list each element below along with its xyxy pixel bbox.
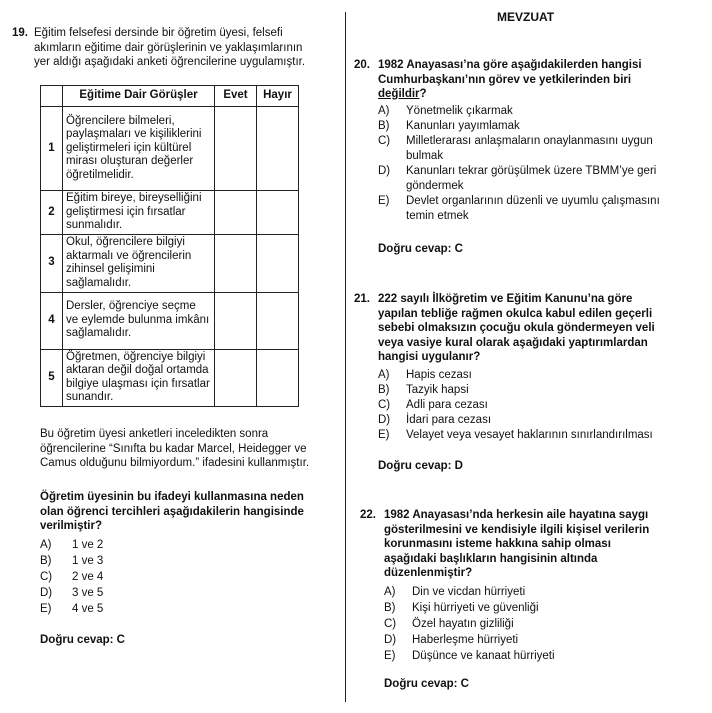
no-cell	[257, 349, 299, 406]
option-text: Din ve vicdan hürriyeti	[412, 586, 526, 598]
q21-question-line: hangisi uygulanır?	[378, 351, 481, 363]
q22-question	[384, 508, 649, 581]
q21-option-b[interactable]	[378, 383, 653, 398]
option-text: Haberleşme hürriyeti	[412, 634, 519, 646]
row-text: Okul, öğrencilere bilgiyi aktarmalı ve öğrencilerin zihinsel gelişimini sağlamalıdır.	[63, 234, 215, 292]
row-number: 4	[41, 292, 63, 349]
option-letter: C)	[384, 618, 397, 630]
option-text: Kişi hürriyeti ve güvenliği	[412, 602, 539, 614]
q21-number: 21.	[354, 293, 370, 305]
option-text: Özel hayatın gizliliği	[412, 618, 514, 630]
q22-option-b[interactable]	[384, 601, 555, 617]
option-letter: E)	[378, 195, 390, 207]
column-divider	[345, 12, 346, 702]
option-letter: D)	[384, 634, 397, 646]
q20-answer: Doğru cevap: C	[378, 243, 463, 255]
q19-after-line: Bu öğretim üyesi anketleri inceledikten sonra	[40, 428, 269, 440]
table-row	[41, 349, 299, 406]
q22-option-a[interactable]	[384, 585, 555, 601]
survey-table	[40, 85, 299, 407]
header-yes: Evet	[215, 86, 257, 107]
q21-question-line: 222 sayılı İlköğretim ve Eğitim Kanunu’na göre	[378, 293, 633, 305]
option-text-cont: temin etmek	[406, 209, 469, 222]
q20-question-line: 1982 Anayasası’na göre aşağıdakilerden hangisi	[378, 59, 642, 71]
q22-question-line: gösterilmesini ve kendisiyle ilgili kişisel verilerin	[384, 523, 650, 536]
table-row	[41, 107, 299, 191]
q20-option-c[interactable]	[378, 134, 660, 164]
option-letter: D)	[378, 414, 391, 426]
q20-underlined-word: değildir	[378, 88, 420, 100]
q21-answer: Doğru cevap: D	[378, 460, 463, 472]
header-no: Hayır	[257, 86, 299, 107]
option-text-cont: göndermek	[406, 179, 464, 192]
q19-question	[40, 490, 304, 534]
q21-question-line: veya vasiye kural olarak aşağıdaki yaptırımlardan	[378, 336, 648, 349]
q19-question-line: verilmiştir?	[40, 520, 102, 532]
q20-question-mark: ?	[419, 88, 427, 100]
q22-option-e[interactable]	[384, 649, 555, 665]
option-text: Yönetmelik çıkarmak	[406, 105, 513, 117]
q20-option-b[interactable]	[378, 119, 660, 134]
q19-intro	[34, 26, 305, 70]
option-letter: B)	[384, 602, 396, 614]
q19-option-d[interactable]	[40, 586, 103, 601]
q20-number: 20.	[354, 59, 370, 71]
yes-cell	[215, 107, 257, 191]
option-letter: E)	[384, 650, 396, 662]
option-text: 2 ve 4	[72, 571, 104, 583]
table-row	[41, 292, 299, 349]
row-number: 1	[41, 107, 63, 191]
no-cell	[257, 234, 299, 292]
q22-options	[384, 585, 555, 665]
q22-option-d[interactable]	[384, 633, 555, 649]
q22-question-line: korunmasını isteme hakkına sahip olması	[384, 538, 611, 550]
q19-option-c[interactable]	[40, 570, 103, 585]
q19-intro-line: Eğitim felsefesi dersinde bir öğretim üyesi, felsefi	[34, 27, 283, 39]
q19-option-a[interactable]	[40, 538, 103, 553]
q21-option-d[interactable]	[378, 413, 653, 428]
q20-option-a[interactable]	[378, 104, 660, 119]
option-text: 1 ve 3	[72, 555, 104, 567]
q22-option-c[interactable]	[384, 617, 555, 633]
table-row	[41, 191, 299, 235]
row-text: Öğretmen, öğrenciye bilgiyi aktaran değil doğal ortamda bilgiye ulaşması için fırsatlar sunandır.	[63, 349, 215, 406]
row-number: 5	[41, 349, 63, 406]
q22-question-line: aşağıdaki başlıkların hangisinin altında	[384, 552, 598, 565]
option-letter: B)	[378, 120, 390, 132]
row-text: Öğrencilere bilmeleri, paylaşmaları ve kişiliklerini geliştirmeleri için kültürel mirası oluşturan değerler öğretilmelidir.	[63, 107, 215, 191]
option-text-cont: bulmak	[406, 149, 444, 162]
option-letter: A)	[40, 539, 52, 551]
yes-cell	[215, 191, 257, 235]
row-text: Dersler, öğrenciye seçme ve eylemde bulunma imkânı sağlamalıdır.	[63, 292, 215, 349]
option-text: Adli para cezası	[406, 399, 488, 411]
row-text: Eğitim bireye, bireyselliğini geliştirmesi için fırsatlar sunmalıdır.	[63, 191, 215, 235]
option-letter: E)	[378, 429, 390, 441]
header-views: Eğitime Dair Görüşler	[63, 86, 215, 107]
q20-question-line: Cumhurbaşkanı’nın görev ve yetkilerinden biri	[378, 73, 632, 86]
yes-cell	[215, 234, 257, 292]
q21-question-line: yapılan tebliğe rağmen okulca kabul edilen geçerli	[378, 307, 653, 320]
option-letter: A)	[378, 369, 390, 381]
q22-question-line: 1982 Anayasası’nda herkesin aile hayatına saygı	[384, 509, 649, 521]
option-text: Kanunları yayımlamak	[406, 120, 520, 132]
q22-answer: Doğru cevap: C	[384, 678, 469, 690]
option-text: Kanunları tekrar görüşülmek üzere TBMM’ye geri	[406, 165, 657, 177]
q21-option-c[interactable]	[378, 398, 653, 413]
option-letter: A)	[378, 105, 390, 117]
option-text: 3 ve 5	[72, 587, 104, 599]
header-num	[41, 86, 63, 107]
row-number: 2	[41, 191, 63, 235]
q19-intro-line: akımların eğitime dair görüşlerinin ve yaklaşımlarının	[34, 41, 303, 54]
option-text: Düşünce ve kanaat hürriyeti	[412, 650, 555, 662]
option-letter: B)	[378, 384, 390, 396]
q20-option-d[interactable]	[378, 164, 660, 194]
q19-answer: Doğru cevap: C	[40, 634, 125, 646]
q20-question	[378, 58, 642, 102]
q20-options	[378, 104, 660, 224]
q21-options	[378, 368, 653, 443]
option-text: Velayet veya vesayet haklarının sınırlandırılması	[406, 429, 653, 441]
option-letter: C)	[40, 571, 53, 583]
option-letter: A)	[384, 586, 396, 598]
q19-question-line: olan öğrenci tercihleri aşağıdakilerin hangisinde	[40, 505, 304, 518]
option-letter: C)	[378, 135, 391, 147]
no-cell	[257, 292, 299, 349]
q19-after-text	[40, 427, 309, 471]
q21-option-a[interactable]	[378, 368, 653, 383]
option-letter: E)	[40, 603, 52, 615]
option-letter: D)	[378, 165, 391, 177]
option-text: 4 ve 5	[72, 603, 104, 615]
q19-after-line: öğrencilerine “Sınıfta bu kadar Marcel, Heidegger ve	[40, 442, 307, 455]
q22-number: 22.	[360, 509, 376, 521]
section-header: MEVZUAT	[497, 10, 555, 24]
q20-question-line-3	[378, 87, 642, 102]
option-text: Devlet organlarının düzenli ve uyumlu çalışmasını	[406, 195, 660, 207]
q19-option-b[interactable]	[40, 554, 103, 569]
option-letter: C)	[378, 399, 391, 411]
option-text: Hapis cezası	[406, 369, 472, 381]
q19-number: 19.	[12, 27, 28, 39]
option-text: Milletlerarası anlaşmaların onaylanmasını uygun	[406, 135, 653, 147]
option-letter: D)	[40, 587, 53, 599]
option-letter: B)	[40, 555, 52, 567]
option-text: Tazyik hapsi	[406, 384, 469, 396]
q19-after-line: Camus olduğunu bilmiyordum.” ifadesini kullanmıştır.	[40, 457, 310, 469]
q20-option-e[interactable]	[378, 194, 660, 224]
option-text: 1 ve 2	[72, 539, 104, 551]
q21-question	[378, 292, 655, 365]
q19-question-line: Öğretim üyesinin bu ifadeyi kullanmasına neden	[40, 491, 304, 503]
q21-option-e[interactable]	[378, 428, 653, 443]
table-row	[41, 234, 299, 292]
q19-intro-line: yer aldığı aşağıdaki anketi öğrencilerine uygulamıştır.	[34, 56, 306, 68]
row-number: 3	[41, 234, 63, 292]
q22-question-line: düzenlenmiştir?	[384, 567, 473, 579]
q19-option-e[interactable]	[40, 602, 103, 617]
q21-question-line: sebebi olmaksızın çocuğu okula göndermeyen veli	[378, 322, 655, 334]
option-text: İdari para cezası	[406, 414, 492, 426]
no-cell	[257, 191, 299, 235]
no-cell	[257, 107, 299, 191]
survey-header-row	[41, 86, 299, 107]
yes-cell	[215, 292, 257, 349]
yes-cell	[215, 349, 257, 406]
